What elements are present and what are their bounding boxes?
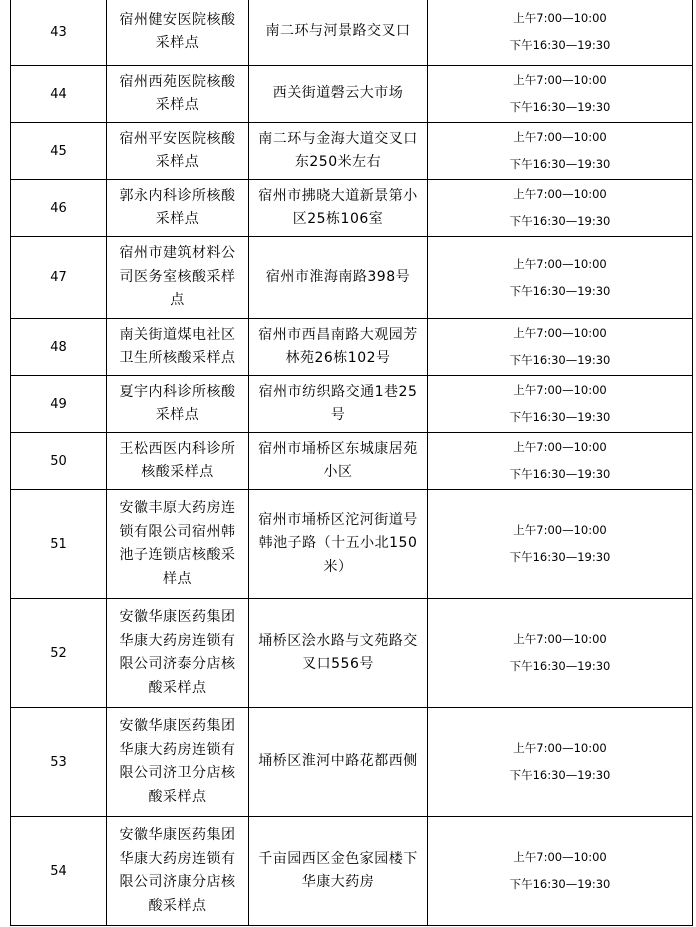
sampling-hours-cell [428,708,693,817]
table-row [11,237,693,319]
site-address-cell: 埇桥区浍水路与文苑路交叉口556号 [249,599,428,708]
row-number-cell: 52 [11,599,107,708]
afternoon-hours: 下午16:30—19:30 [509,659,611,673]
site-address-cell: 宿州市埇桥区沱河街道号韩池子路（十五小北150米） [249,490,428,599]
site-name-cell: 安徽华康医药集团华康大药房连锁有限公司济泰分店核酸采样点 [107,599,249,708]
table-row [11,66,693,123]
site-address-cell: 南二环与河景路交叉口 [249,0,428,66]
table-row [11,319,693,376]
row-number-cell: 45 [11,123,107,180]
site-address-cell: 宿州市埇桥区东城康居苑小区 [249,433,428,490]
site-address-cell: 宿州市纺织路交通1巷25号 [249,376,428,433]
site-name-cell: 夏宇内科诊所核酸采样点 [107,376,249,433]
table-row [11,123,693,180]
site-address-cell: 宿州市拂晓大道新景第小区25栋106室 [249,180,428,237]
table-row [11,599,693,708]
site-name-cell: 安徽丰原大药房连锁有限公司宿州韩池子连锁店核酸采样点 [107,490,249,599]
morning-hours: 上午7:00—10:00 [513,632,607,646]
sampling-hours-cell [428,237,693,319]
afternoon-hours: 下午16:30—19:30 [509,410,611,424]
site-name-cell: 南关街道煤电社区卫生所核酸采样点 [107,319,249,376]
afternoon-hours: 下午16:30—19:30 [509,550,611,564]
morning-hours: 上午7:00—10:00 [513,326,607,340]
sampling-sites-table [10,0,693,926]
afternoon-hours: 下午16:30—19:30 [509,877,611,891]
sampling-hours-cell [428,490,693,599]
site-address-cell: 埇桥区淮河中路花都西侧 [249,708,428,817]
sampling-hours-cell [428,0,693,66]
row-number-cell: 54 [11,817,107,926]
morning-hours: 上午7:00—10:00 [513,256,607,271]
sampling-hours-cell [428,817,693,926]
afternoon-hours: 下午16:30—19:30 [509,768,611,782]
afternoon-hours: 下午16:30—19:30 [509,100,611,114]
morning-hours: 上午7:00—10:00 [513,440,607,454]
table-row [11,0,693,66]
morning-hours: 上午7:00—10:00 [513,523,607,537]
site-name-cell: 宿州西苑医院核酸采样点 [107,66,249,123]
morning-hours: 上午7:00—10:00 [513,850,607,864]
site-name-cell: 宿州平安医院核酸采样点 [107,123,249,180]
sampling-hours-cell [428,433,693,490]
row-number-cell: 50 [11,433,107,490]
site-name-cell: 安徽华康医药集团华康大药房连锁有限公司济康分店核酸采样点 [107,817,249,926]
site-name-cell: 郭永内科诊所核酸采样点 [107,180,249,237]
morning-hours: 上午7:00—10:00 [513,187,607,201]
sampling-hours-cell [428,66,693,123]
site-address-cell: 宿州市淮海南路398号 [249,237,428,319]
morning-hours: 上午7:00—10:00 [513,11,607,25]
site-address-cell: 西关街道磬云大市场 [249,66,428,123]
table-row [11,180,693,237]
sampling-hours-cell [428,599,693,708]
table-row [11,376,693,433]
site-name-cell: 王松西医内科诊所核酸采样点 [107,433,249,490]
row-number-cell: 47 [11,237,107,319]
afternoon-hours: 下午16:30—19:30 [509,353,611,367]
row-number-cell: 51 [11,490,107,599]
sampling-hours-cell [428,319,693,376]
morning-hours: 上午7:00—10:00 [513,741,607,755]
table-row [11,433,693,490]
row-number-cell: 49 [11,376,107,433]
morning-hours: 上午7:00—10:00 [513,130,607,144]
sampling-hours-cell [428,180,693,237]
row-number-cell: 43 [11,0,107,66]
afternoon-hours: 下午16:30—19:30 [509,283,611,298]
sampling-hours-cell [428,376,693,433]
site-name-cell: 宿州市建筑材料公司医务室核酸采样点 [107,237,249,319]
morning-hours: 上午7:00—10:00 [513,383,607,397]
site-address-cell: 千亩园西区金色家园楼下华康大药房 [249,817,428,926]
afternoon-hours: 下午16:30—19:30 [509,214,611,228]
row-number-cell: 53 [11,708,107,817]
site-address-cell: 南二环与金海大道交叉口东250米左右 [249,123,428,180]
row-number-cell: 44 [11,66,107,123]
sampling-hours-cell [428,123,693,180]
site-address-cell: 宿州市西昌南路大观园芳林苑26栋102号 [249,319,428,376]
table-body [11,0,693,926]
morning-hours: 上午7:00—10:00 [513,73,607,87]
row-number-cell: 48 [11,319,107,376]
table-row [11,490,693,599]
table-row [11,817,693,926]
row-number-cell: 46 [11,180,107,237]
afternoon-hours: 下午16:30—19:30 [509,157,611,171]
afternoon-hours: 下午16:30—19:30 [509,38,611,52]
table-row [11,708,693,817]
site-name-cell: 宿州健安医院核酸采样点 [107,0,249,66]
site-name-cell: 安徽华康医药集团华康大药房连锁有限公司济卫分店核酸采样点 [107,708,249,817]
afternoon-hours: 下午16:30—19:30 [509,467,611,481]
